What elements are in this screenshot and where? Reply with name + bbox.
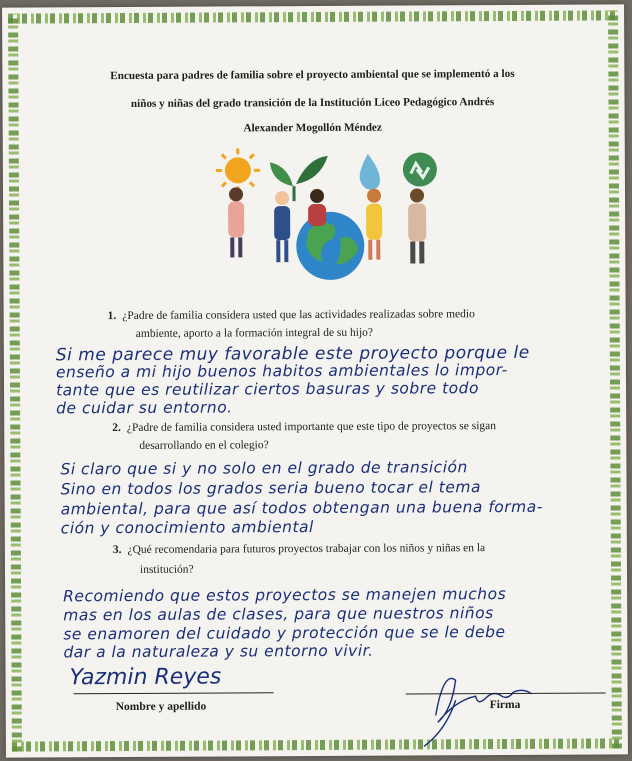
sun-icon [216, 148, 260, 192]
title-line-1: Encuesta para padres de familia sobre el proyecto ambiental que se implementó a los [110, 67, 515, 83]
title-line-3: Alexander Mogollón Méndez [243, 121, 382, 135]
signature-scribble [415, 660, 555, 751]
answer-2-line-3: ambiental, para que así todos obtengan una buena forma- [60, 497, 543, 519]
decorative-border-left [8, 14, 22, 752]
children-earth-illustration [208, 145, 444, 281]
answer-3-line-4: dar a la naturaleza y su entorno vivir. [63, 641, 374, 662]
name-label: Nombre y apellido [115, 700, 207, 714]
question-1-continued: ambiente, aporto a la formación integral de su hijo? [135, 326, 374, 340]
title-line-2: niños y niñas del grado transición de la Institución Liceo Pedagógico Andrés [130, 96, 495, 110]
answer-1-line-1: Si me parece muy favorable este proyecto porque le [55, 342, 530, 366]
answer-1-line-4: de cuidar su entorno. [56, 398, 233, 418]
question-3 [113, 541, 583, 558]
name-underline [74, 692, 274, 694]
signature-label: Firma [489, 698, 521, 712]
answer-3-line-2: mas en los aulas de clases, para que nuestros niños [63, 604, 494, 625]
earth-globe-icon [296, 212, 364, 280]
recycle-icon [403, 152, 437, 186]
question-3-continued: institución? [139, 563, 194, 576]
question-2 [112, 419, 582, 436]
question-text: ¿Qué recomendaria para futuros proyectos trabajar con los niños y niñas en la [127, 542, 486, 556]
question-1 [108, 307, 578, 324]
question-text: ¿Padre de familia considera usted que las actividades realizadas sobre medio [122, 308, 475, 323]
answer-2-line-1: Si claro que si y no solo en el grado de transición [60, 458, 468, 479]
question-number: 3. [112, 544, 122, 557]
water-drop-icon [359, 154, 380, 190]
question-text: ¿Padre de familia considera usted importante que este tipo de proyectos se sigan [126, 420, 497, 434]
survey-sheet [2, 4, 628, 757]
decorative-border-top [8, 10, 618, 23]
answer-1-line-2: enseño a mi hijo buenos habitos ambientales lo impor- [55, 360, 508, 382]
question-number: 1. [107, 310, 117, 323]
name-value: Yazmin Reyes [69, 664, 222, 691]
answer-2-line-4: ción y conocimiento ambiental [60, 518, 314, 538]
answer-3-line-1: Recomiendo que estos proyectos se manejen muchos [63, 585, 507, 606]
answer-1-line-3: tante que es reutilizar ciertos basuras y sobre todo [55, 379, 479, 400]
question-2-continued: desarrollando en el colegio? [139, 439, 269, 452]
question-number: 2. [112, 422, 121, 435]
decorative-border-right [608, 10, 622, 748]
answer-3-line-3: se enamoren del cuidado y protección que se le debe [63, 623, 506, 644]
answer-2-line-2: Sino en todos los grados seria bueno tocar el tema [60, 478, 481, 499]
